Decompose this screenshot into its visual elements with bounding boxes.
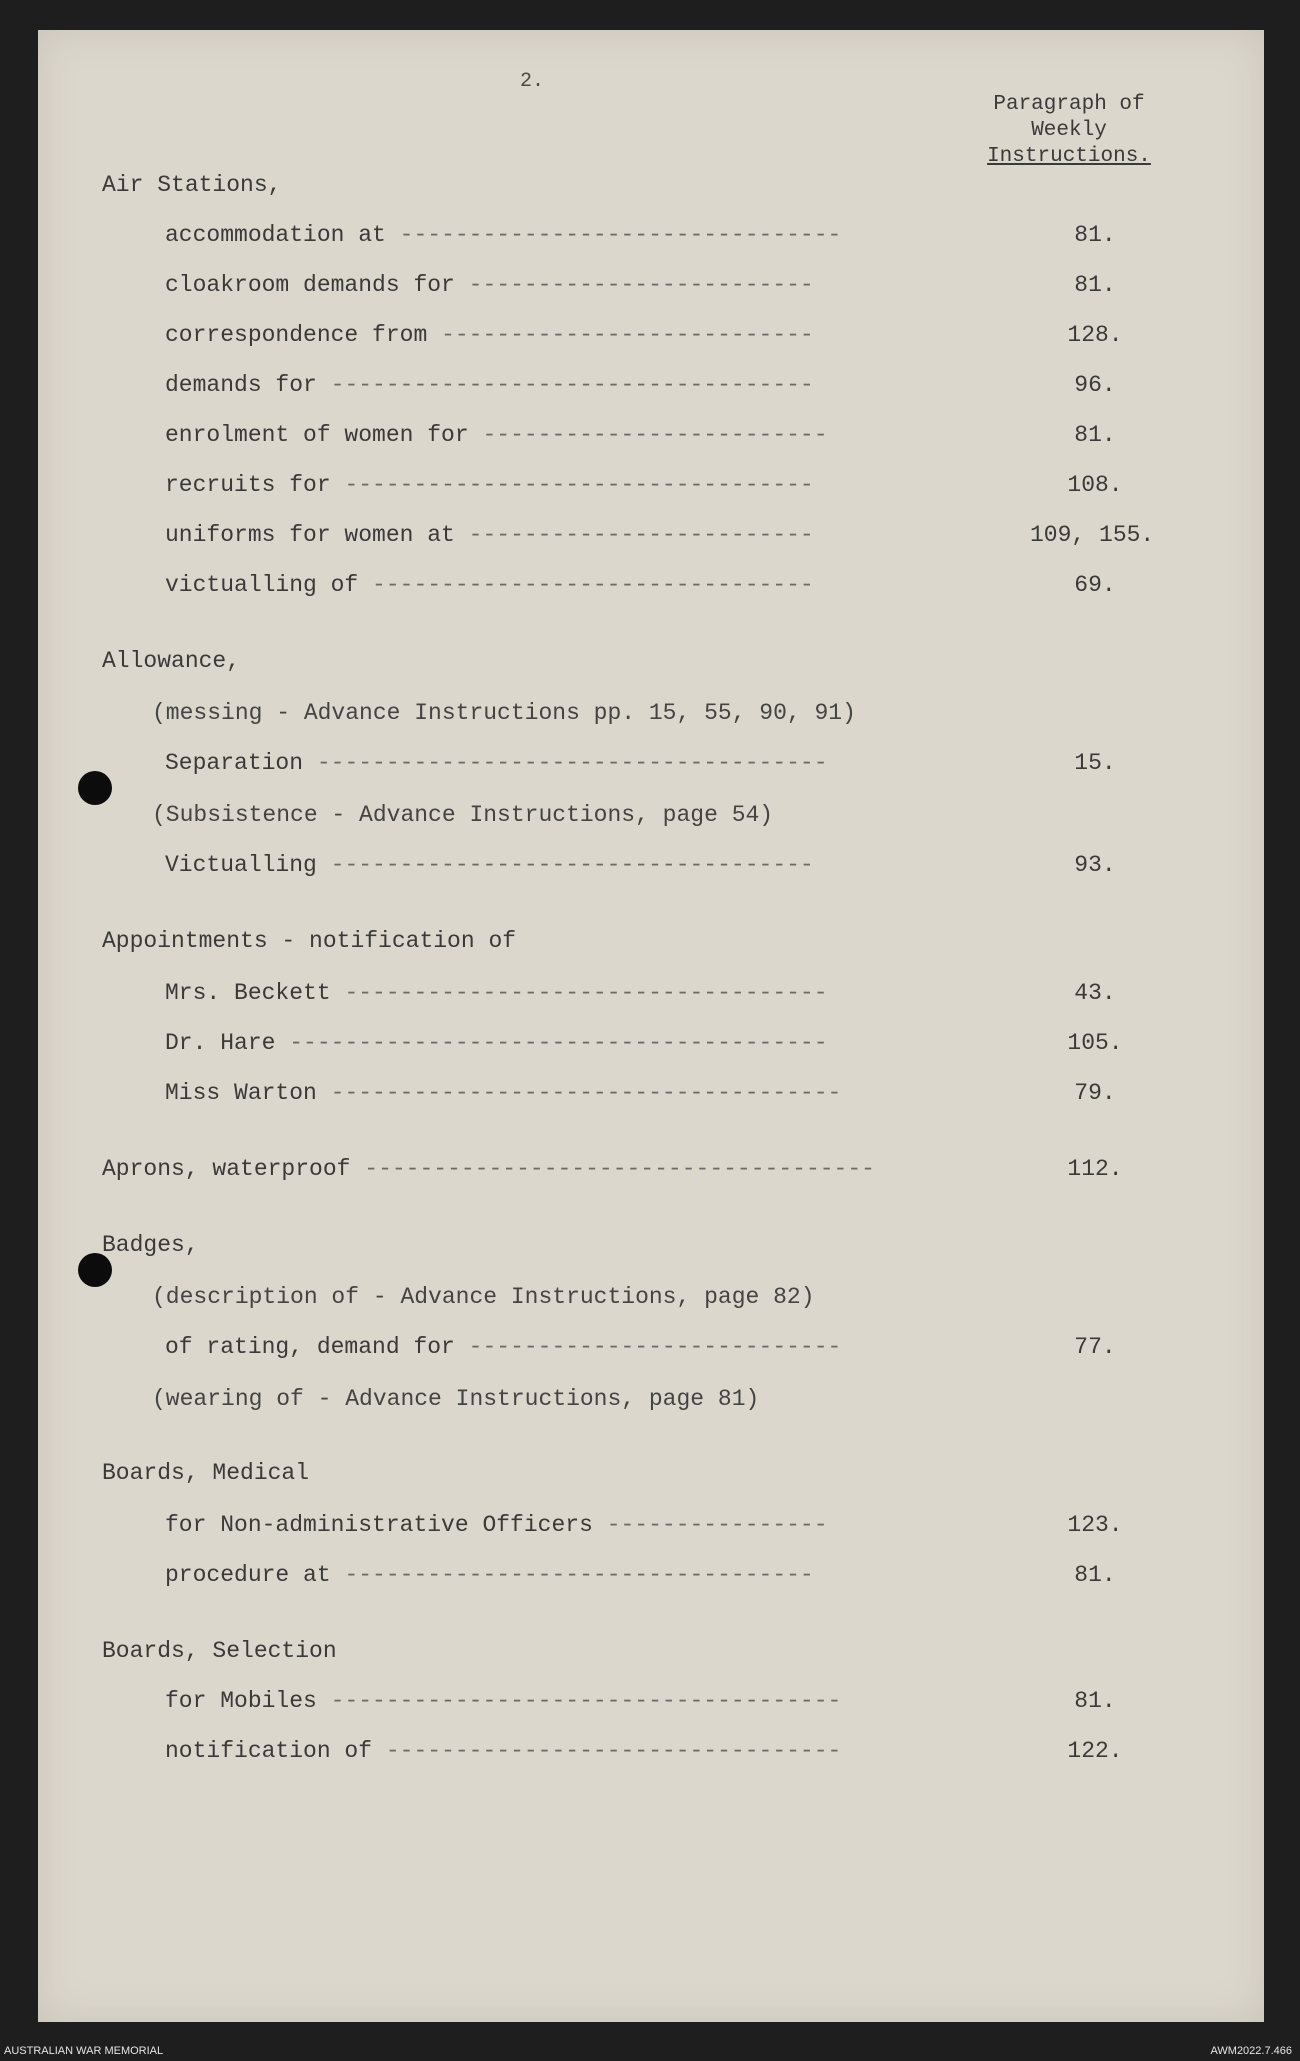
entry-text: Badges, <box>102 1232 199 1258</box>
entry-text: Separation <box>165 750 304 776</box>
entry-text: accommodation at <box>165 222 386 248</box>
dot-leader: ---------------- <box>606 1512 828 1538</box>
paragraph-reference: 96. <box>1074 372 1116 398</box>
column-header-line3: Instructions. <box>987 145 1151 168</box>
dot-leader: ----------------------------------- <box>330 372 814 398</box>
entry-text: of rating, demand for <box>165 1334 455 1360</box>
index-entry <box>165 1512 828 1538</box>
entry-text: recruits for <box>165 472 331 498</box>
index-entry <box>165 1080 841 1106</box>
entry-text: cloakroom demands for <box>165 272 455 298</box>
entry-text: (messing - Advance Instructions pp. 15, 55, 90, 91) <box>152 700 856 726</box>
index-heading <box>102 648 240 674</box>
entry-text: Miss Warton <box>165 1080 317 1106</box>
entry-text: for Mobiles <box>165 1688 317 1714</box>
index-entry <box>165 1738 841 1764</box>
dot-leader: ------------------------------------- <box>330 1080 842 1106</box>
index-entry <box>165 222 841 248</box>
index-note <box>152 1386 759 1412</box>
index-entry <box>165 1688 841 1714</box>
index-entry <box>165 1030 828 1056</box>
dot-leader: --------------------------------- <box>385 1738 842 1764</box>
page-number: 2. <box>520 70 545 93</box>
entry-text: for Non-administrative Officers <box>165 1512 593 1538</box>
paragraph-reference: 112. <box>1067 1156 1123 1182</box>
column-header-line1: Paragraph of <box>993 93 1145 116</box>
paragraph-reference: 81. <box>1074 272 1116 298</box>
footer-institution: AUSTRALIAN WAR MEMORIAL <box>4 2045 164 2057</box>
entry-text: notification of <box>165 1738 373 1764</box>
paragraph-reference: 43. <box>1074 980 1116 1006</box>
dot-leader: ------------------------------------- <box>330 1688 842 1714</box>
paragraph-reference: 128. <box>1067 322 1123 348</box>
index-entry <box>165 1334 841 1360</box>
entry-text: Mrs. Beckett <box>165 980 331 1006</box>
dot-leader: ------------------------------------- <box>316 750 828 776</box>
dot-leader: ---------------------------------- <box>344 1562 814 1588</box>
index-entry <box>165 422 828 448</box>
entry-text: Appointments - notification of <box>102 928 517 954</box>
index-entry <box>165 750 828 776</box>
dot-leader: --------------------------- <box>468 1334 842 1360</box>
column-header-line2: Weekly <box>1031 119 1107 142</box>
index-heading <box>102 172 281 198</box>
footer-accession-number: AWM2022.7.466 <box>1210 2045 1292 2057</box>
punch-hole-top <box>78 771 112 805</box>
paragraph-reference: 105. <box>1067 1030 1123 1056</box>
dot-leader: ------------------------- <box>482 422 828 448</box>
index-entry <box>165 472 814 498</box>
entry-text: uniforms for women at <box>165 522 455 548</box>
dot-leader: --------------------------------------- <box>289 1030 828 1056</box>
entry-text: victualling of <box>165 572 359 598</box>
index-entry <box>165 572 814 598</box>
index-note <box>152 700 856 726</box>
paragraph-reference: 108. <box>1067 472 1123 498</box>
entry-text: (description of - Advance Instructions, page 82) <box>152 1284 815 1310</box>
dot-leader: ---------------------------------- <box>344 472 814 498</box>
paragraph-reference: 77. <box>1074 1334 1116 1360</box>
index-entry <box>165 272 814 298</box>
paragraph-reference: 122. <box>1067 1738 1123 1764</box>
index-entry <box>165 1562 814 1588</box>
paragraph-reference: 81. <box>1074 1688 1116 1714</box>
index-entry <box>165 522 814 548</box>
index-heading <box>102 928 516 954</box>
entry-text: Boards, Selection <box>102 1638 337 1664</box>
dot-leader: -------------------------------- <box>372 572 814 598</box>
entry-text: demands for <box>165 372 317 398</box>
paragraph-reference: 123. <box>1067 1512 1123 1538</box>
index-heading <box>102 1638 337 1664</box>
entry-text: Air Stations, <box>102 172 282 198</box>
index-heading <box>102 1156 875 1182</box>
entry-text: Dr. Hare <box>165 1030 276 1056</box>
paragraph-reference: 15. <box>1074 750 1116 776</box>
paragraph-reference: 81. <box>1074 422 1116 448</box>
paragraph-reference: 69. <box>1074 572 1116 598</box>
entry-text: (Subsistence - Advance Instructions, page 54) <box>152 802 774 828</box>
entry-text: (wearing of - Advance Instructions, page 81) <box>152 1386 760 1412</box>
paragraph-reference: 79. <box>1074 1080 1116 1106</box>
paragraph-reference: 93. <box>1074 852 1116 878</box>
paragraph-reference: 81. <box>1074 222 1116 248</box>
entry-text: correspondence from <box>165 322 428 348</box>
column-header <box>954 92 1184 170</box>
index-entry <box>165 980 828 1006</box>
entry-text: enrolment of women for <box>165 422 469 448</box>
index-note <box>152 802 773 828</box>
entry-text: procedure at <box>165 1562 331 1588</box>
dot-leader: ------------------------- <box>468 272 814 298</box>
entry-text: Allowance, <box>102 648 241 674</box>
paragraph-reference: 109, 155. <box>1030 522 1155 548</box>
dot-leader: ----------------------------------- <box>344 980 828 1006</box>
dot-leader: ----------------------------------- <box>330 852 814 878</box>
index-heading <box>102 1460 309 1486</box>
dot-leader: --------------------------- <box>441 322 814 348</box>
paragraph-reference: 81. <box>1074 1562 1116 1588</box>
index-note <box>152 1284 815 1310</box>
dot-leader: ------------------------------------- <box>364 1156 875 1182</box>
index-entry <box>165 322 814 348</box>
index-heading <box>102 1232 199 1258</box>
index-entry <box>165 372 814 398</box>
dot-leader: -------------------------------- <box>399 222 842 248</box>
dot-leader: ------------------------- <box>468 522 814 548</box>
entry-text: Victualling <box>165 852 317 878</box>
punch-hole-bottom <box>78 1253 112 1287</box>
entry-text: Boards, Medical <box>102 1460 310 1486</box>
entry-text: Aprons, waterproof <box>102 1156 351 1182</box>
index-entry <box>165 852 814 878</box>
